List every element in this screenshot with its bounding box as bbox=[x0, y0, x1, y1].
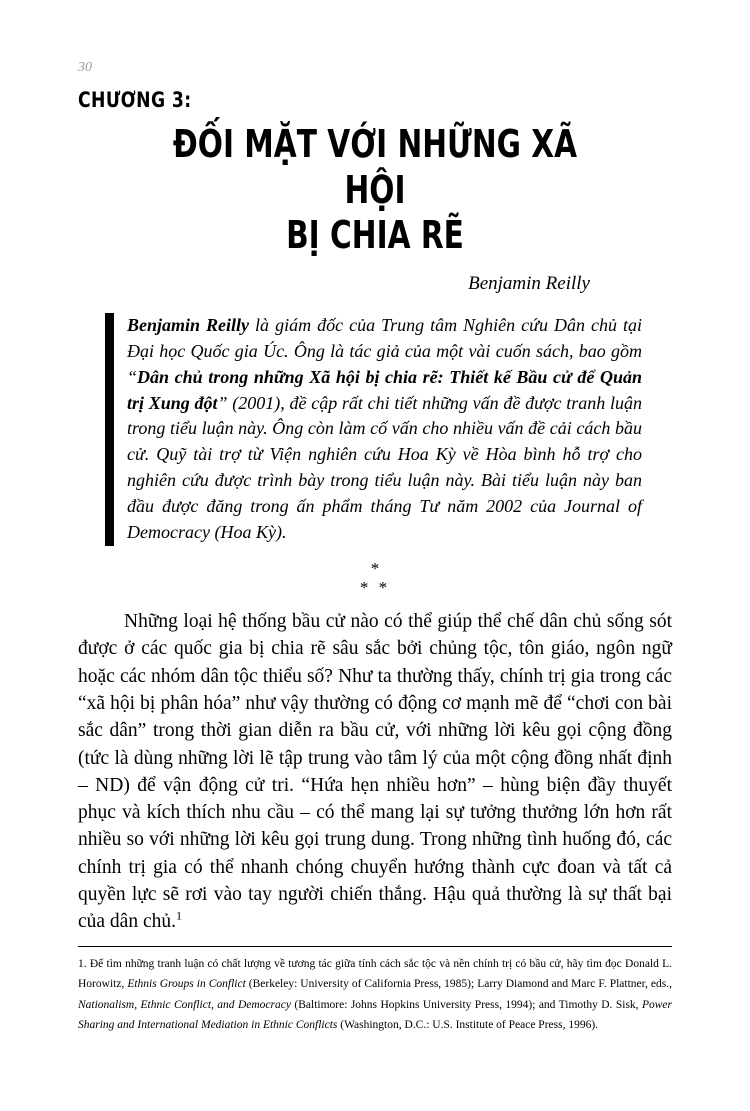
divider-star-bottom: * * bbox=[359, 578, 391, 598]
bio-segment-1: là giám đốc của Trung tâm Nghiên cứu Dân chủ tại Đại học Quốc gia Úc. Ông là tác giả của một vài cuốn sách, bao gồm “ bbox=[127, 314, 642, 387]
divider-star-top: * bbox=[370, 558, 380, 578]
footnote-book-title-3: Power Sharing and International Mediation in Ethnic Conflicts bbox=[78, 998, 672, 1031]
bio-book-title: Dân chủ trong những Xã hội bị chia rẽ: Thiết kế Bầu cử để Quản trị Xung đột bbox=[127, 366, 642, 413]
chapter-title bbox=[143, 122, 606, 259]
footnote-segment-2: (Berkeley: University of California Press, 1985); Larry Diamond and Marc F. Plattner, eds., bbox=[245, 978, 672, 991]
bio-author-name: Benjamin Reilly bbox=[127, 314, 250, 335]
body-text: Những loại hệ thống bầu cử nào có thể giúp thể chế dân chủ sống sót được ở các quốc gia bị chia rẽ sâu sắc bởi chủng tộc, tôn giáo, ngôn ngữ hoặc các nhóm dân tộc thiểu số? Như ta thường thấy, chính trị gia trong các “xã hội bị phân hóa” như vậy thường có động cơ mạnh mẽ để “chơi con bài sắc dân” trong thời gian diễn ra bầu cử, với những lời kêu gọi cộng đồng (tức là dùng những lời lẽ tập trung vào tâm lý của một cộng đồng nhất định – ND) để vận động cử tri. “Hứa hẹn nhiều hơn” – hùng biện đầy thuyết phục và kích thích nhu cầu – có thể mang lại sự tưởng thưởng lớn hơn rất nhiều so với những lời kêu gọi trung dung. Trong những tình huống đó, các chính trị gia có thể nhanh chóng chuyển hướng thành cực đoan và tất cả quyền lực sẽ rơi vào tay người chiến thắng. Hậu quả thường là sự thất bại của dân chủ. bbox=[78, 611, 672, 933]
footnote-segment-4: (Washington, D.C.: U.S. Institute of Peace Press, 1996). bbox=[337, 1019, 599, 1031]
footnote-block bbox=[78, 946, 672, 1036]
footnote-segment-3: (Baltimore: Johns Hopkins University Press, 1994); and Timothy D. Sisk, bbox=[290, 998, 642, 1011]
body-paragraph bbox=[78, 608, 672, 936]
author-bio-text bbox=[127, 313, 642, 546]
page-number: 30 bbox=[78, 60, 92, 75]
bio-accent-bar bbox=[105, 313, 114, 546]
section-divider bbox=[78, 559, 672, 598]
author-bio-block bbox=[105, 313, 642, 546]
chapter-title-line1: ĐỐI MẶT VỚI NHỮNG XÃ HỘI bbox=[172, 122, 578, 212]
chapter-label: CHƯƠNG 3: bbox=[78, 88, 192, 112]
author-byline: Benjamin Reilly bbox=[468, 272, 590, 294]
footnote-reference: 1 bbox=[176, 908, 182, 923]
footnote-segment-1: 1. Để tìm những tranh luận có chất lượng về tương tác giữa tính cách sắc tộc và nền chính trị có bầu cử, hãy tìm đọc Donald L. Horowitz, bbox=[78, 957, 672, 991]
chapter-title-line2: BỊ CHIA RẼ bbox=[286, 213, 464, 258]
footnote-book-title-2: Nationalism, Ethnic Conflict, and Democracy bbox=[78, 998, 291, 1011]
bio-segment-2: ” (2001), đề cập rất chi tiết những vấn đề được tranh luận trong tiểu luận này. Ông còn làm cố vấn cho nhiều vấn đề cải cách bầu cử. Quỹ tài trợ từ Viện nghiên cứu Hoa Kỳ về Hòa bình hỗ trợ cho nghiên cứu được trình bày trong tiểu luận này. Bài tiểu luận này ban đầu được đăng trong ấn phẩm tháng Tư năm 2002 của Journal of Democracy (Hoa Kỳ). bbox=[127, 392, 642, 543]
footnote-book-title-1: Ethnis Groups in Conflict bbox=[127, 978, 246, 991]
